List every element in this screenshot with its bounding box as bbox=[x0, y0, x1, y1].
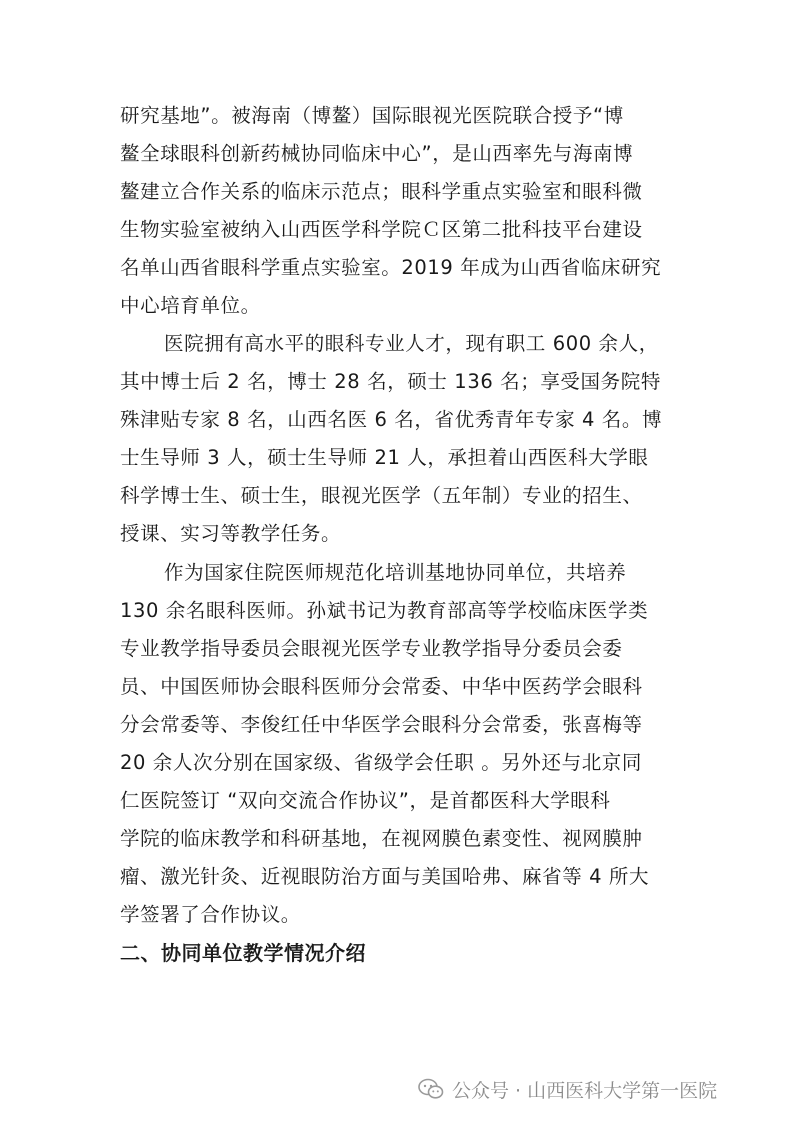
text-line: 分会常委等、李俊红任中华医学会眼科分会常委，张喜梅等 bbox=[120, 713, 643, 736]
watermark-text: 公众号 · 山西医科大学第一医院 bbox=[452, 1079, 718, 1102]
text-line: 其中博士后 2 名，博士 28 名，硕士 136 名；享受国务院特 bbox=[120, 370, 661, 393]
text-line: 医院拥有高水平的眼科专业人才，现有职工 600 余人， bbox=[164, 332, 659, 355]
text-line: 员、中国医师协会眼科医师分会常委、中华中医药学会眼科 bbox=[120, 675, 643, 698]
text-line: 士生导师 3 人，硕士生导师 21 人，承担着山西医科大学眼 bbox=[120, 446, 649, 469]
text-line: 鳌全球眼科创新药械协同临床中心”，是山西率先与海南博 bbox=[120, 142, 634, 165]
text-line: 中心培育单位。 bbox=[120, 294, 261, 317]
text-line: 20 余人次分别在国家级、省级学会任职 。另外还与北京同 bbox=[120, 751, 643, 774]
text-line: 专业教学指导委员会眼视光医学专业教学指导分委员会委 bbox=[120, 637, 623, 660]
text-line: 生物实验室被纳入山西医学科学院Ｃ区第二批科技平台建设 bbox=[120, 218, 643, 241]
text-line: 研究基地”。被海南（博鳌）国际眼视光医院联合授予“博 bbox=[120, 104, 624, 127]
text-line: 鳌建立合作关系的临床示范点；眼科学重点实验室和眼科微 bbox=[120, 180, 643, 203]
text-line: 作为国家住院医师规范化培训基地协同单位，共培养 bbox=[164, 561, 627, 584]
watermark bbox=[418, 1074, 717, 1104]
text-line: 学院的临床教学和科研基地，在视网膜色素变性、视网膜肿 bbox=[120, 827, 643, 850]
text-line: 仁医院签订 “双向交流合作协议”，是首都医科大学眼科 bbox=[120, 789, 611, 812]
text-line: 瘤、激光针灸、近视眼防治方面与美国哈弗、麻省等 4 所大 bbox=[120, 865, 650, 888]
text-line: 科学博士生、硕士生，眼视光医学（五年制）专业的招生、 bbox=[120, 484, 643, 507]
text-line: 殊津贴专家 8 名，山西名医 6 名，省优秀青年专家 4 名。博 bbox=[120, 408, 663, 431]
wechat-icon bbox=[418, 1078, 444, 1100]
text-line: 学签署了合作协议。 bbox=[120, 903, 301, 926]
text-line: 授课、实习等教学任务。 bbox=[120, 522, 342, 545]
section-heading: 二、协同单位教学情况介绍 bbox=[120, 941, 366, 965]
text-line: 名单山西省眼科学重点实验室。2019 年成为山西省临床研究 bbox=[120, 256, 662, 279]
text-line: 130 余名眼科医师。孙斌书记为教育部高等学校临床医学类 bbox=[120, 599, 649, 622]
